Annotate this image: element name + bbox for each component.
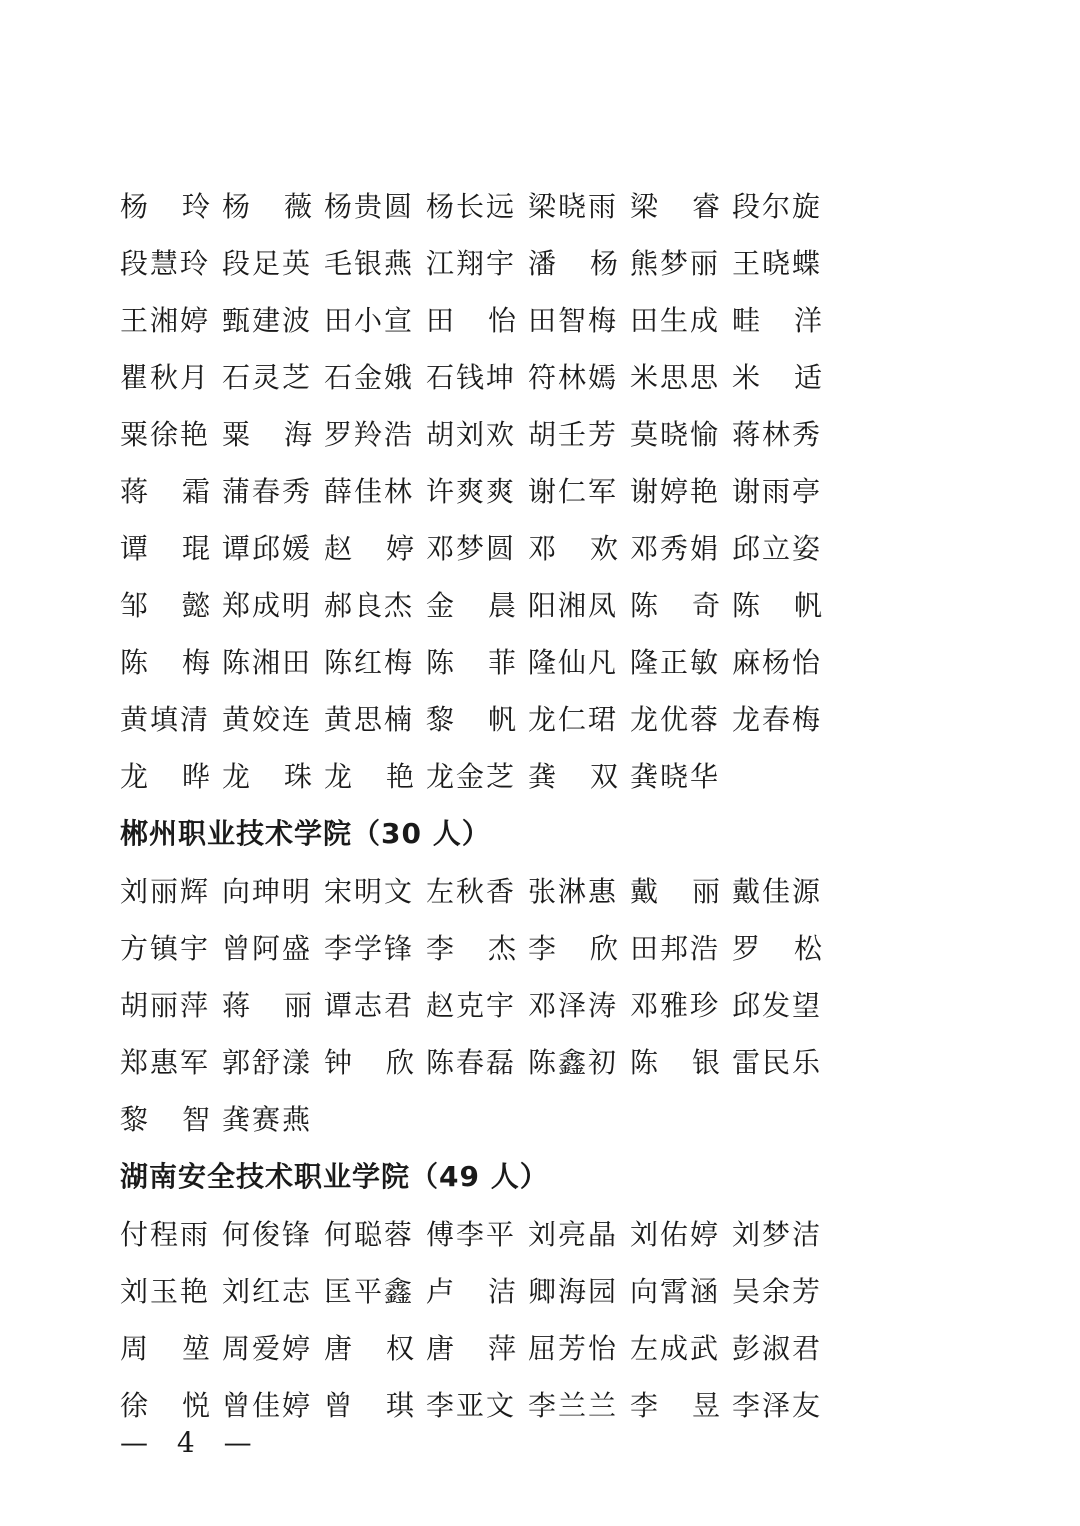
person-name: 谢雨亭	[732, 474, 823, 508]
person-name: 胡丽萍	[120, 988, 211, 1022]
person-name: 刘丽辉	[120, 874, 211, 908]
person-name: 杨贵圆	[324, 189, 415, 223]
person-name: 陈 银	[630, 1045, 722, 1079]
name-row	[120, 404, 840, 461]
name-row	[120, 347, 840, 404]
person-name: 畦 洋	[732, 303, 824, 337]
person-name: 符林嫣	[528, 360, 619, 394]
person-name: 瞿秋月	[120, 360, 211, 394]
person-name: 龙仁珺	[528, 702, 619, 736]
person-name: 彭淑君	[732, 1331, 823, 1365]
person-name: 周 堃	[120, 1331, 212, 1365]
person-name: 屈芳怡	[528, 1331, 619, 1365]
person-name: 段足英	[222, 246, 313, 280]
person-name: 梁 睿	[630, 189, 722, 223]
name-row	[120, 176, 840, 233]
person-name: 陈红梅	[324, 645, 415, 679]
person-name: 卿海园	[528, 1274, 619, 1308]
person-name: 罗羚浩	[324, 417, 415, 451]
person-name: 邱立姿	[732, 531, 823, 565]
person-name: 段慧玲	[120, 246, 211, 280]
person-name: 唐 萍	[426, 1331, 518, 1365]
person-name: 谢仁军	[528, 474, 619, 508]
person-name: 龙春梅	[732, 702, 823, 736]
name-row	[120, 918, 840, 975]
person-name: 隆仙凡	[528, 645, 619, 679]
name-row	[120, 689, 840, 746]
name-row	[120, 632, 840, 689]
person-name: 雷民乐	[732, 1045, 823, 1079]
person-name: 黎 帆	[426, 702, 518, 736]
person-name: 隆正敏	[630, 645, 721, 679]
person-name: 邓泽涛	[528, 988, 619, 1022]
person-name: 曾阿盛	[222, 931, 313, 965]
person-name: 郑成明	[222, 588, 313, 622]
person-name: 蒋林秀	[732, 417, 823, 451]
person-name: 龚赛燕	[222, 1102, 313, 1136]
name-row	[120, 1204, 840, 1261]
person-name: 江翔宇	[426, 246, 517, 280]
person-name: 李 欣	[528, 931, 620, 965]
person-name: 陈鑫初	[528, 1045, 619, 1079]
name-list-page	[120, 176, 840, 1432]
page-number: — 4 —	[120, 1426, 262, 1459]
name-row	[120, 518, 840, 575]
person-name: 陈湘田	[222, 645, 313, 679]
name-row	[120, 861, 840, 918]
person-name: 麻杨怡	[732, 645, 823, 679]
person-name: 李亚文	[426, 1388, 517, 1422]
person-name: 胡壬芳	[528, 417, 619, 451]
name-row	[120, 1375, 840, 1432]
person-name: 潘 杨	[528, 246, 620, 280]
person-name: 龙金芝	[426, 759, 517, 793]
person-name: 石金娥	[324, 360, 415, 394]
section-heading: 湖南安全技术职业学院（49 人）	[120, 1160, 549, 1193]
person-name: 傅李平	[426, 1217, 517, 1251]
person-name: 张淋惠	[528, 874, 619, 908]
person-name: 李学锋	[324, 931, 415, 965]
person-name: 李 昱	[630, 1388, 722, 1422]
person-name: 曾 琪	[324, 1388, 416, 1422]
person-name: 陈 奇	[630, 588, 722, 622]
person-name: 曾佳婷	[222, 1388, 313, 1422]
person-name: 戴佳源	[732, 874, 823, 908]
person-name: 粟 海	[222, 417, 314, 451]
person-name: 阳湘凤	[528, 588, 619, 622]
person-name: 梁晓雨	[528, 189, 619, 223]
person-name: 邓秀娟	[630, 531, 721, 565]
name-row	[120, 1261, 840, 1318]
person-name: 黎 智	[120, 1102, 212, 1136]
person-name: 钟 欣	[324, 1045, 416, 1079]
person-name: 龙 珠	[222, 759, 314, 793]
person-name: 胡刘欢	[426, 417, 517, 451]
person-name: 戴 丽	[630, 874, 722, 908]
person-name: 熊梦丽	[630, 246, 721, 280]
person-name: 粟徐艳	[120, 417, 211, 451]
name-row	[120, 746, 840, 803]
person-name: 谢婷艳	[630, 474, 721, 508]
person-name: 邓梦圆	[426, 531, 517, 565]
person-name: 左秋香	[426, 874, 517, 908]
name-row	[120, 290, 840, 347]
person-name: 赵 婷	[324, 531, 416, 565]
person-name: 陈 帆	[732, 588, 824, 622]
person-name: 龙 艳	[324, 759, 416, 793]
name-row	[120, 575, 840, 632]
person-name: 金 晨	[426, 588, 518, 622]
person-name: 龚晓华	[630, 759, 721, 793]
person-name: 吴余芳	[732, 1274, 823, 1308]
person-name: 邱发望	[732, 988, 823, 1022]
person-name: 田小宣	[324, 303, 415, 337]
person-name: 方镇宇	[120, 931, 211, 965]
person-name: 段尔旋	[732, 189, 823, 223]
person-name: 龙优蓉	[630, 702, 721, 736]
person-name: 石灵芝	[222, 360, 313, 394]
person-name: 王湘婷	[120, 303, 211, 337]
person-name: 邓雅珍	[630, 988, 721, 1022]
person-name: 何俊锋	[222, 1217, 313, 1251]
person-name: 邓 欢	[528, 531, 620, 565]
name-row	[120, 1089, 840, 1146]
person-name: 郭舒漾	[222, 1045, 313, 1079]
name-row	[120, 1318, 840, 1375]
person-name: 毛银燕	[324, 246, 415, 280]
person-name: 刘红志	[222, 1274, 313, 1308]
person-name: 谭志君	[324, 988, 415, 1022]
person-name: 左成武	[630, 1331, 721, 1365]
person-name: 杨 玲	[120, 189, 212, 223]
person-name: 何聪蓉	[324, 1217, 415, 1251]
person-name: 邹 懿	[120, 588, 212, 622]
person-name: 匡平鑫	[324, 1274, 415, 1308]
person-name: 薛佳林	[324, 474, 415, 508]
person-name: 陈春磊	[426, 1045, 517, 1079]
person-name: 李兰兰	[528, 1388, 619, 1422]
person-name: 米 适	[732, 360, 824, 394]
person-name: 赵克宇	[426, 988, 517, 1022]
name-row	[120, 975, 840, 1032]
person-name: 罗 松	[732, 931, 824, 965]
person-name: 宋明文	[324, 874, 415, 908]
person-name: 李泽友	[732, 1388, 823, 1422]
person-name: 周爱婷	[222, 1331, 313, 1365]
person-name: 杨长远	[426, 189, 517, 223]
person-name: 石钱坤	[426, 360, 517, 394]
person-name: 郝良杰	[324, 588, 415, 622]
person-name: 田邦浩	[630, 931, 721, 965]
person-name: 杨 薇	[222, 189, 314, 223]
person-name: 黄填清	[120, 702, 211, 736]
person-name: 陈 菲	[426, 645, 518, 679]
person-name: 田智梅	[528, 303, 619, 337]
person-name: 谭邱媛	[222, 531, 313, 565]
person-name: 卢 洁	[426, 1274, 518, 1308]
person-name: 王晓蝶	[732, 246, 823, 280]
person-name: 陈 梅	[120, 645, 212, 679]
name-row	[120, 1032, 840, 1089]
person-name: 田生成	[630, 303, 721, 337]
person-name: 刘佑婷	[630, 1217, 721, 1251]
person-name: 郑惠军	[120, 1045, 211, 1079]
person-name: 刘玉艳	[120, 1274, 211, 1308]
person-name: 米思思	[630, 360, 721, 394]
person-name: 甄建波	[222, 303, 313, 337]
person-name: 向珅明	[222, 874, 313, 908]
person-name: 黄思楠	[324, 702, 415, 736]
name-row	[120, 233, 840, 290]
person-name: 许爽爽	[426, 474, 517, 508]
person-name: 唐 权	[324, 1331, 416, 1365]
person-name: 刘亮晶	[528, 1217, 619, 1251]
person-name: 龙 晔	[120, 759, 212, 793]
person-name: 田 怡	[426, 303, 518, 337]
person-name: 蒲春秀	[222, 474, 313, 508]
person-name: 付程雨	[120, 1217, 211, 1251]
person-name: 刘梦洁	[732, 1217, 823, 1251]
person-name: 蒋 霜	[120, 474, 212, 508]
name-row	[120, 461, 840, 518]
person-name: 龚 双	[528, 759, 620, 793]
person-name: 谭 琨	[120, 531, 212, 565]
person-name: 黄姣连	[222, 702, 313, 736]
person-name: 向霄涵	[630, 1274, 721, 1308]
person-name: 蒋 丽	[222, 988, 314, 1022]
section-heading: 郴州职业技术学院（30 人）	[120, 817, 491, 850]
person-name: 徐 悦	[120, 1388, 212, 1422]
person-name: 李 杰	[426, 931, 518, 965]
person-name: 莫晓愉	[630, 417, 721, 451]
